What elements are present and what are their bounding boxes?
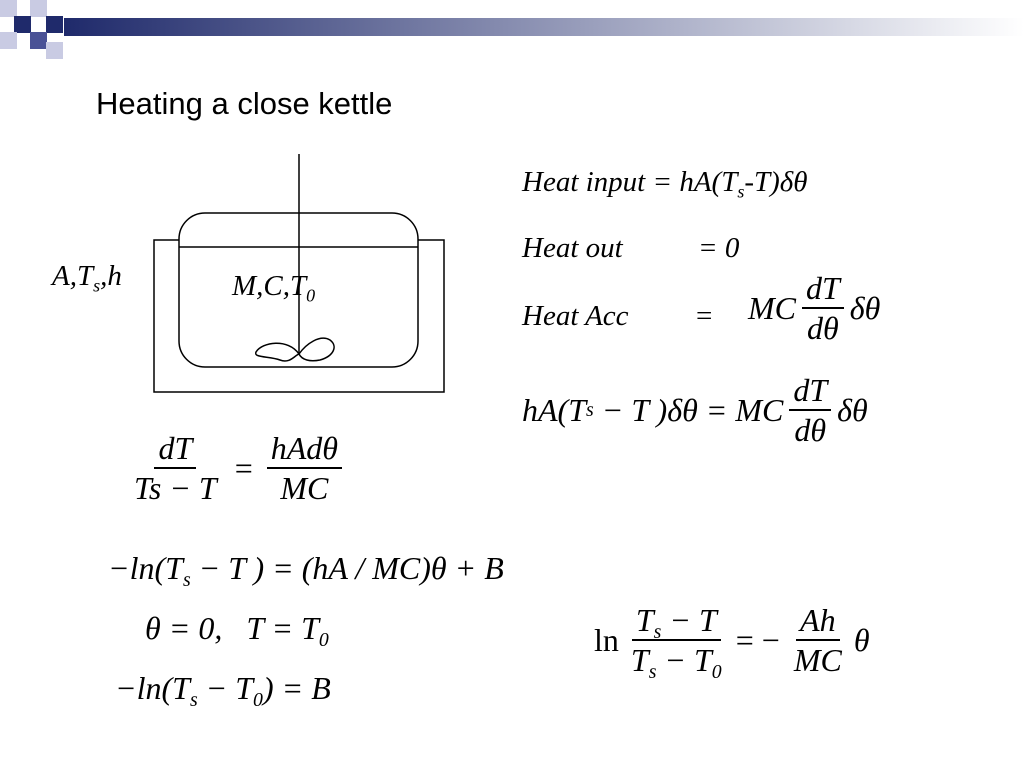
result-equals-minus: = − (735, 622, 780, 658)
heat-input-equation (522, 166, 808, 202)
result-num-b: − T (661, 602, 717, 638)
heat-acc-expression (748, 272, 880, 344)
final-result-equation (594, 602, 870, 683)
result-theta: θ (853, 622, 870, 658)
separation-left-fraction (130, 432, 221, 504)
full-eq-middle: − T )δθ = MC (593, 392, 784, 428)
surface-properties-label (52, 260, 122, 296)
separation-right-fraction (267, 432, 342, 504)
result-den-subscript-2: 0 (711, 660, 722, 683)
boundary-condition-text: θ = 0, T = T (145, 610, 319, 646)
constant-b-part-a: −ln(T (115, 670, 190, 706)
deco-square (30, 0, 47, 17)
integrated-part-a: −ln(T (108, 550, 183, 586)
deco-square (46, 16, 63, 33)
constant-b-part-c: ) = B (262, 670, 331, 706)
deco-square (14, 16, 31, 33)
header-gradient-bar (64, 18, 1024, 36)
result-right-fraction (790, 604, 846, 676)
heat-acc-fraction (802, 272, 844, 344)
heat-out-label: Heat out (522, 232, 623, 264)
heat-balance-full-equation: hA(T s − T )δθ = MC $\frac{dT}{d\theta}$ δθ (522, 372, 868, 448)
full-eq-tail: δθ (837, 392, 868, 428)
integrated-part-b: − T ) = (hA / MC)θ + B (190, 550, 504, 586)
slide-title: Heating a close kettle (96, 86, 393, 121)
constant-b-subscript: s (189, 688, 198, 711)
contents-label-text: M,C,T (232, 270, 307, 302)
full-eq-denominator: dθ (794, 412, 827, 448)
integrated-equation (108, 550, 504, 591)
heat-input-eq: = hA(T (652, 166, 738, 198)
surface-label-text: A,T (52, 260, 94, 292)
header-decoration (0, 0, 1024, 70)
result-ln: ln (594, 622, 619, 658)
integrated-subscript: s (182, 568, 191, 591)
result-den-b: − T (656, 642, 712, 678)
contents-properties-label (232, 270, 316, 306)
separation-equals: = (234, 450, 253, 486)
result-num-a: T (635, 602, 654, 638)
result-left-numerator (632, 604, 721, 641)
constant-b-subscript-2: 0 (253, 688, 263, 711)
separation-right-numerator: hAdθ (267, 432, 342, 469)
heat-acc-tail: δθ (849, 290, 881, 326)
heat-out-value: = 0 (698, 232, 740, 264)
heat-input-rest: -T)δθ (744, 166, 808, 198)
constant-b-part-b: − T (197, 670, 254, 706)
result-left-denominator (627, 641, 726, 683)
heat-acc-label: Heat Acc (522, 300, 629, 332)
full-eq-left: hA(T (522, 392, 586, 428)
contents-label-subscript: 0 (306, 285, 316, 306)
result-left-fraction (627, 602, 726, 683)
boundary-condition-subscript: 0 (318, 628, 329, 651)
result-right-denominator: MC (793, 642, 842, 678)
constant-b-equation (115, 670, 331, 711)
heat-acc-equals: = (696, 300, 713, 332)
deco-square (30, 32, 47, 49)
heat-input-subscript: s (737, 181, 745, 202)
surface-label-end: ,h (100, 260, 122, 292)
result-num-subscript: s (653, 620, 662, 643)
boundary-condition (145, 610, 329, 651)
heat-input-label: Heat input (522, 166, 646, 198)
separation-left-numerator: dT (154, 432, 196, 469)
deco-square (46, 42, 63, 59)
full-eq-fraction (789, 374, 831, 446)
heat-out-equation (522, 234, 623, 263)
heat-acc-denominator: dθ (807, 310, 839, 346)
result-den-subscript: s (648, 660, 657, 683)
result-right-numerator: Ah (796, 604, 840, 641)
full-eq-numerator: dT (789, 374, 831, 411)
deco-square (0, 32, 17, 49)
heat-acc-mc: MC (748, 290, 796, 326)
surface-label-subscript: s (93, 275, 101, 296)
separation-left-denominator: Ts − T (134, 470, 217, 506)
heat-acc-numerator: dT (802, 272, 844, 309)
separation-right-denominator: MC (280, 470, 329, 506)
separation-equation (130, 432, 342, 504)
deco-square (0, 0, 17, 17)
result-den-a: T (630, 642, 649, 678)
